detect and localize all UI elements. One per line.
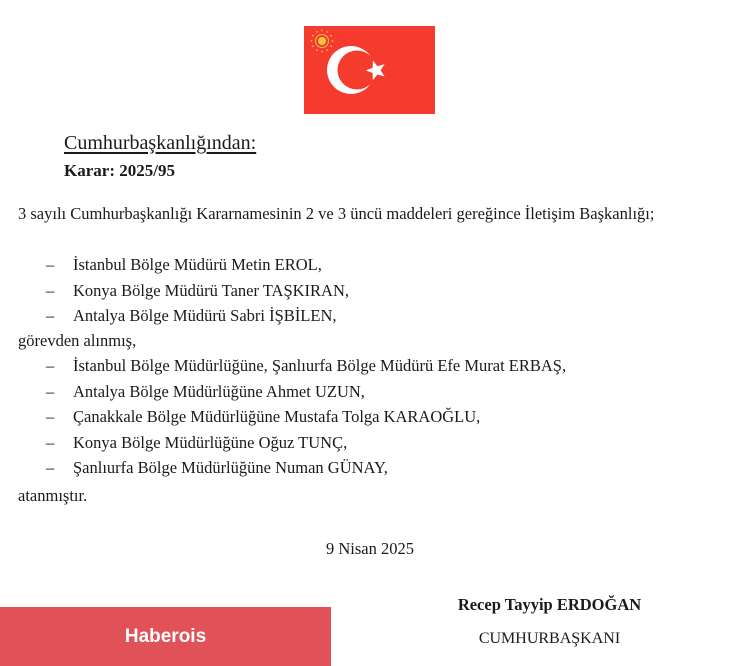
dash-marker: – (46, 407, 55, 426)
list-item (18, 379, 566, 405)
dash-marker: – (46, 458, 55, 477)
list-item (18, 252, 349, 278)
presidential-emblem (304, 26, 435, 114)
dismissed-text: görevden alınmış, (18, 331, 137, 350)
flag-seal-icon (304, 26, 435, 114)
date-text: 9 Nisan 2025 (326, 539, 414, 558)
dash-marker: – (46, 306, 55, 325)
decision-date (0, 539, 750, 559)
signer-name: Recep Tayyip ERDOĞAN (457, 595, 642, 614)
list-item-text: Şanlıurfa Bölge Müdürlüğüne Numan GÜNAY, (73, 458, 388, 477)
list-item-text: İstanbul Bölge Müdürü Metin EROL, (73, 255, 322, 274)
intro-paragraph: 3 sayılı Cumhurbaşkanlığı Kararnamesinin 2 ve 3 üncü maddeleri gereğince İletişim Başkanlığı; (18, 204, 655, 223)
dash-marker: – (46, 356, 55, 375)
list-item (18, 278, 349, 304)
list-item-text: Konya Bölge Müdürü Taner TAŞKIRAN, (73, 280, 350, 300)
signer-title: CUMHURBAŞKANI (478, 630, 621, 647)
list-item (18, 353, 566, 379)
list-item (18, 404, 566, 430)
decision-number: Karar: 2025/95 (64, 161, 175, 180)
list-item-text: İstanbul Bölge Müdürlüğüne, Şanlıurfa Bölge Müdürü Efe Murat ERBAŞ, (73, 356, 567, 375)
list-item-text: Konya Bölge Müdürlüğüne Oğuz TUNÇ, (73, 432, 348, 452)
dismissed-list (18, 252, 349, 329)
watermark-banner (0, 607, 331, 666)
list-item-text: Antalya Bölge Müdürlüğüne Ahmet UZUN, (73, 381, 365, 401)
list-item-text: Çanakkale Bölge Müdürlüğüne Mustafa Tolga KARAOĞLU, (73, 407, 481, 426)
list-item (18, 430, 566, 456)
appointed-list (18, 353, 566, 481)
dash-marker: – (46, 255, 55, 274)
dash-marker: – (46, 280, 55, 300)
list-item (18, 303, 349, 329)
issuer-heading: Cumhurbaşkanlığından: (64, 132, 257, 154)
list-item-text: Antalya Bölge Müdürü Sabri İŞBİLEN, (73, 306, 337, 325)
dash-marker: – (46, 432, 55, 452)
watermark-label: Haberois (124, 625, 207, 647)
appointed-text: atanmıştır. (18, 486, 88, 505)
dash-marker: – (46, 381, 55, 401)
list-item (18, 455, 566, 481)
